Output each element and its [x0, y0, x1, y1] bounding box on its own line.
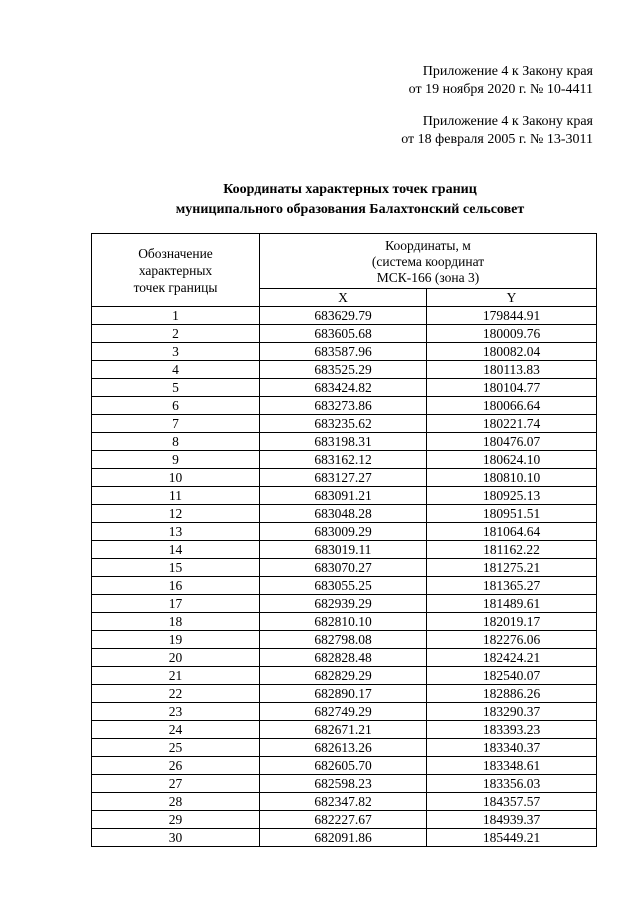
- x-coordinate-cell: 683629.79: [260, 307, 427, 325]
- y-coordinate-cell: 181162.22: [427, 541, 597, 559]
- table-row: [92, 487, 597, 505]
- table-row: [92, 631, 597, 649]
- x-coordinate-cell: 682347.82: [260, 793, 427, 811]
- point-number-cell: 21: [92, 667, 260, 685]
- point-number-cell: 26: [92, 757, 260, 775]
- x-column-header: X: [260, 289, 427, 307]
- point-number-cell: 1: [92, 307, 260, 325]
- y-coordinate-cell: 183393.23: [427, 721, 597, 739]
- y-coordinate-cell: 183290.37: [427, 703, 597, 721]
- table-row: [92, 523, 597, 541]
- x-coordinate-cell: 683019.11: [260, 541, 427, 559]
- y-coordinate-cell: 183340.37: [427, 739, 597, 757]
- y-coordinate-cell: 185449.21: [427, 829, 597, 847]
- annex-note-current: [409, 63, 593, 99]
- table-row: [92, 325, 597, 343]
- y-column-header: Y: [427, 289, 597, 307]
- y-coordinate-cell: 183356.03: [427, 775, 597, 793]
- x-coordinate-cell: 683091.21: [260, 487, 427, 505]
- table-row: [92, 577, 597, 595]
- table-row: [92, 361, 597, 379]
- x-coordinate-cell: 682613.26: [260, 739, 427, 757]
- x-coordinate-cell: 682828.48: [260, 649, 427, 667]
- table-row: [92, 613, 597, 631]
- point-number-cell: 25: [92, 739, 260, 757]
- x-coordinate-cell: 682798.08: [260, 631, 427, 649]
- point-number-cell: 14: [92, 541, 260, 559]
- x-coordinate-cell: 683587.96: [260, 343, 427, 361]
- x-coordinate-cell: 682890.17: [260, 685, 427, 703]
- x-coordinate-cell: 683235.62: [260, 415, 427, 433]
- table-row: [92, 415, 597, 433]
- x-coordinate-cell: 682939.29: [260, 595, 427, 613]
- coordinates-header: Координаты, м (система координат МСК-166 (зона 3): [260, 234, 597, 289]
- table-row: [92, 433, 597, 451]
- x-coordinate-cell: 683525.29: [260, 361, 427, 379]
- y-coordinate-cell: 180221.74: [427, 415, 597, 433]
- table-row: [92, 667, 597, 685]
- point-number-cell: 18: [92, 613, 260, 631]
- table-row: [92, 307, 597, 325]
- y-coordinate-cell: 181064.64: [427, 523, 597, 541]
- annex-note-original: [401, 113, 593, 149]
- table-row: [92, 775, 597, 793]
- point-number-cell: 8: [92, 433, 260, 451]
- table-row: [92, 343, 597, 361]
- x-coordinate-cell: 683070.27: [260, 559, 427, 577]
- table-row: [92, 721, 597, 739]
- y-coordinate-cell: 183348.61: [427, 757, 597, 775]
- annex-date-line: от 19 ноября 2020 г. № 10-4411: [408, 82, 593, 97]
- y-coordinate-cell: 182886.26: [427, 685, 597, 703]
- point-number-cell: 17: [92, 595, 260, 613]
- table-row: [92, 541, 597, 559]
- x-coordinate-cell: 683162.12: [260, 451, 427, 469]
- coordinates-table: [91, 233, 597, 847]
- title-line-2: муниципального образования Балахтонский сельсовет: [175, 202, 525, 217]
- point-number-cell: 5: [92, 379, 260, 397]
- y-coordinate-cell: 180810.10: [427, 469, 597, 487]
- x-coordinate-cell: 682091.86: [260, 829, 427, 847]
- point-number-cell: 4: [92, 361, 260, 379]
- point-number-cell: 3: [92, 343, 260, 361]
- point-number-cell: 12: [92, 505, 260, 523]
- x-coordinate-cell: 683198.31: [260, 433, 427, 451]
- table-row: [92, 703, 597, 721]
- x-coordinate-cell: 682598.23: [260, 775, 427, 793]
- table-row: [92, 757, 597, 775]
- table-row: [92, 811, 597, 829]
- table-row: [92, 595, 597, 613]
- point-number-cell: 13: [92, 523, 260, 541]
- table-row: [92, 397, 597, 415]
- y-coordinate-cell: 180009.76: [427, 325, 597, 343]
- point-number-cell: 23: [92, 703, 260, 721]
- y-coordinate-cell: 184939.37: [427, 811, 597, 829]
- point-number-cell: 27: [92, 775, 260, 793]
- annex-line: Приложение 4 к Закону края: [422, 64, 593, 79]
- point-number-cell: 19: [92, 631, 260, 649]
- table-row: [92, 451, 597, 469]
- table-row: [92, 685, 597, 703]
- point-number-cell: 24: [92, 721, 260, 739]
- y-coordinate-cell: 180925.13: [427, 487, 597, 505]
- point-number-cell: 11: [92, 487, 260, 505]
- y-coordinate-cell: 181275.21: [427, 559, 597, 577]
- point-number-cell: 30: [92, 829, 260, 847]
- point-number-cell: 2: [92, 325, 260, 343]
- point-number-cell: 29: [92, 811, 260, 829]
- x-coordinate-cell: 683605.68: [260, 325, 427, 343]
- table-row: [92, 379, 597, 397]
- title-line-1: Координаты характерных точек границ: [223, 182, 477, 197]
- y-coordinate-cell: 180082.04: [427, 343, 597, 361]
- annex-line: Приложение 4 к Закону края: [422, 114, 593, 129]
- point-number-cell: 6: [92, 397, 260, 415]
- point-number-cell: 28: [92, 793, 260, 811]
- table-row: [92, 559, 597, 577]
- table-row: [92, 829, 597, 847]
- y-coordinate-cell: 180951.51: [427, 505, 597, 523]
- table-row: [92, 649, 597, 667]
- y-coordinate-cell: 180476.07: [427, 433, 597, 451]
- y-coordinate-cell: 180113.83: [427, 361, 597, 379]
- x-coordinate-cell: 683048.28: [260, 505, 427, 523]
- x-coordinate-cell: 682227.67: [260, 811, 427, 829]
- point-number-cell: 7: [92, 415, 260, 433]
- x-coordinate-cell: 683424.82: [260, 379, 427, 397]
- y-coordinate-cell: 182424.21: [427, 649, 597, 667]
- y-coordinate-cell: 181489.61: [427, 595, 597, 613]
- y-coordinate-cell: 180624.10: [427, 451, 597, 469]
- y-coordinate-cell: 180104.77: [427, 379, 597, 397]
- point-number-cell: 16: [92, 577, 260, 595]
- x-coordinate-cell: 683127.27: [260, 469, 427, 487]
- document-title: [0, 180, 640, 220]
- point-number-cell: 15: [92, 559, 260, 577]
- x-coordinate-cell: 682605.70: [260, 757, 427, 775]
- table-row: [92, 469, 597, 487]
- x-coordinate-cell: 682810.10: [260, 613, 427, 631]
- y-coordinate-cell: 184357.57: [427, 793, 597, 811]
- point-number-cell: 10: [92, 469, 260, 487]
- table-row: [92, 739, 597, 757]
- y-coordinate-cell: 180066.64: [427, 397, 597, 415]
- x-coordinate-cell: 682749.29: [260, 703, 427, 721]
- annex-date-line: от 18 февраля 2005 г. № 13-3011: [401, 132, 593, 147]
- y-coordinate-cell: 182019.17: [427, 613, 597, 631]
- y-coordinate-cell: 181365.27: [427, 577, 597, 595]
- y-coordinate-cell: 179844.91: [427, 307, 597, 325]
- y-coordinate-cell: 182276.06: [427, 631, 597, 649]
- table-row: [92, 793, 597, 811]
- x-coordinate-cell: 683009.29: [260, 523, 427, 541]
- table-row: [92, 505, 597, 523]
- point-number-cell: 22: [92, 685, 260, 703]
- x-coordinate-cell: 683273.86: [260, 397, 427, 415]
- point-number-cell: 9: [92, 451, 260, 469]
- point-designation-header: Обозначение характерных точек границы: [92, 234, 260, 307]
- point-number-cell: 20: [92, 649, 260, 667]
- x-coordinate-cell: 682671.21: [260, 721, 427, 739]
- y-coordinate-cell: 182540.07: [427, 667, 597, 685]
- x-coordinate-cell: 682829.29: [260, 667, 427, 685]
- x-coordinate-cell: 683055.25: [260, 577, 427, 595]
